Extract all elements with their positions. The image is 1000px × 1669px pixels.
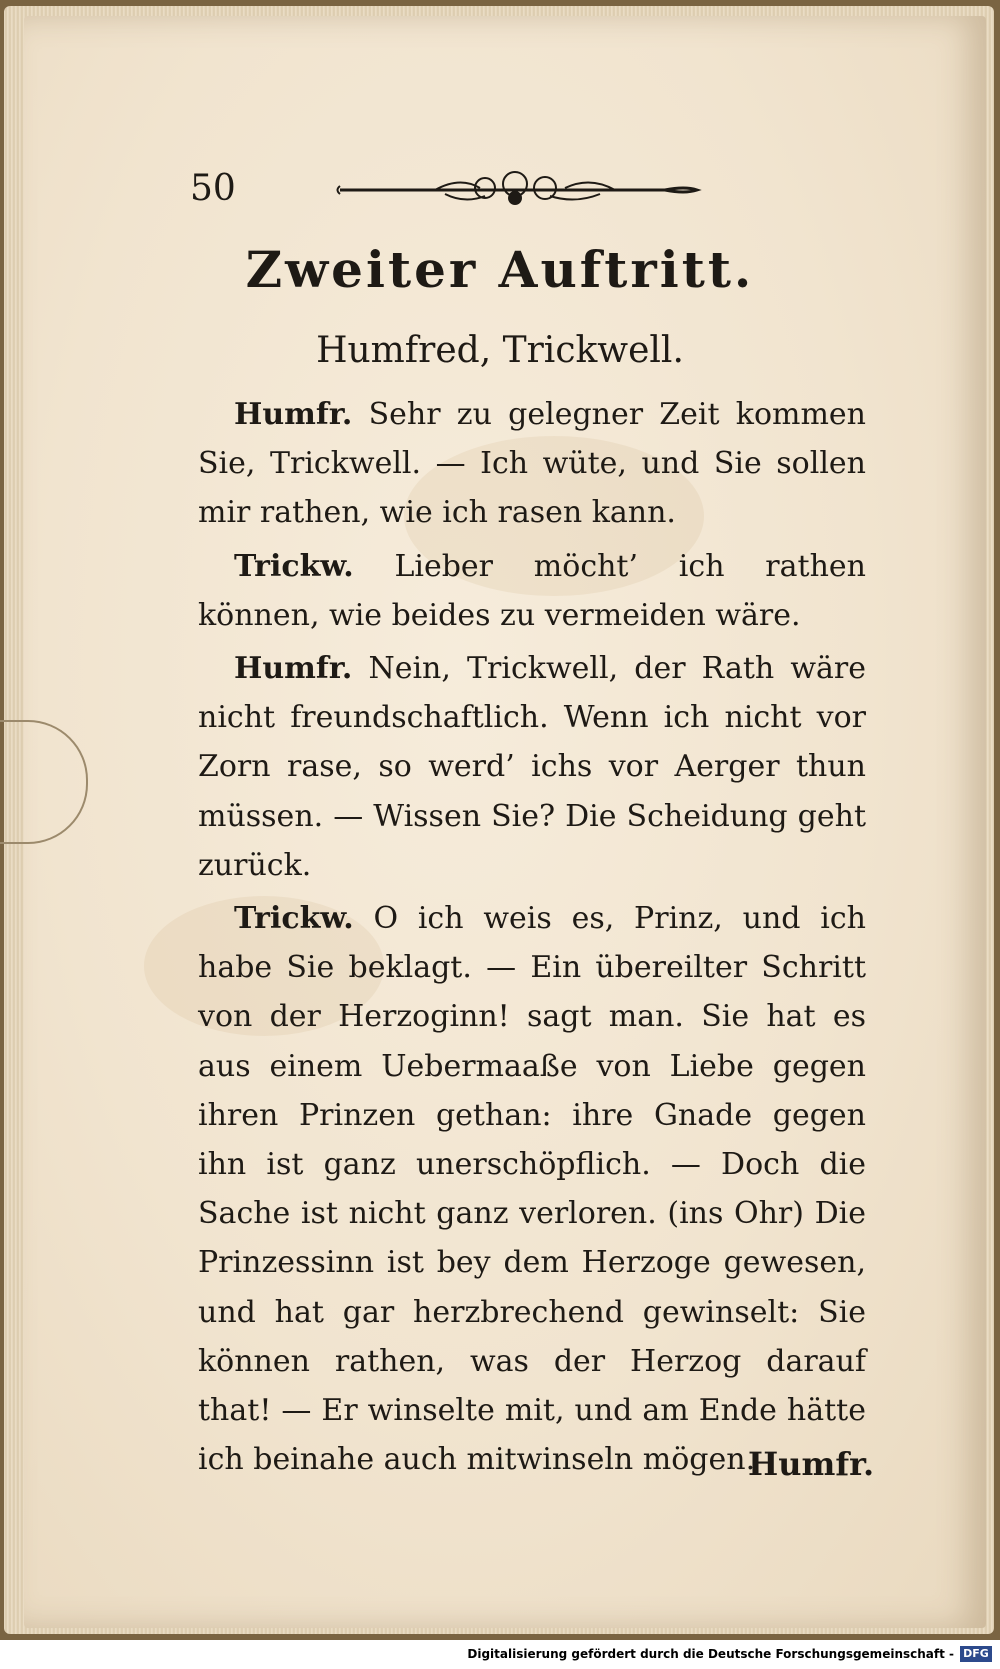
dialogue-paragraph [198, 390, 866, 538]
dialogue-paragraph [198, 644, 866, 890]
dialogue-line: O ich weis es, Prinz, und ich habe Sie beklagt. — Ein übereilter Schritt von der Herzoginn! sagt man. Sie hat es aus einem Uebermaaße von Liebe gegen ihren Prinzen gethan: ihre Gnade gegen ihn ist ganz unerschöpflich. — Doch die Sache ist nicht ganz verloren. (ins Ohr) Die Prinzessinn ist bey dem Herzoge gewesen, und hat gar herzbrechend gewinselt: Sie können rathen, was der Herzog darauf that! — Er winselte mit, und am Ende hätte ich beinahe auch mitwinseln mögen. [198, 901, 866, 1478]
digitization-footer [0, 1640, 1000, 1669]
page-number: 50 [190, 168, 236, 209]
dialogue-text [198, 390, 866, 1484]
funding-credit: Digitalisierung gefördert durch die Deutsche Forschungsgemeinschaft - [467, 1647, 954, 1661]
dialogue-line: Lieber möcht’ ich rathen können, wie beides zu vermeiden wäre. [198, 548, 866, 633]
speaker-name: Trickw. [234, 548, 354, 584]
ornament-icon [335, 168, 715, 212]
dialogue-paragraph [198, 542, 866, 640]
page-header [190, 168, 730, 218]
dialogue-line: Nein, Trickwell, der Rath wäre nicht freundschaftlich. Wenn ich nicht vor Zorn rase, so werd’ ichs vor Aerger thun müssen. — Wissen Sie? Die Scheidung geht zurück. [198, 651, 866, 883]
scene-title: Zweiter Auftritt. [245, 240, 755, 299]
dialogue-line: Sehr zu gelegner Zeit kommen Sie, Trickwell. — Ich wüte, und Sie sollen mir rathen, wie ich rasen kann. [198, 397, 866, 531]
dfg-logo-icon: DFG [960, 1646, 992, 1662]
dialogue-paragraph [198, 894, 866, 1484]
speaker-name: Humfr. [234, 651, 353, 687]
catchword: Humfr. [748, 1445, 875, 1483]
character-list: Humfred, Trickwell. [316, 330, 684, 371]
speaker-name: Trickw. [234, 901, 354, 937]
speaker-name: Humfr. [234, 397, 353, 432]
